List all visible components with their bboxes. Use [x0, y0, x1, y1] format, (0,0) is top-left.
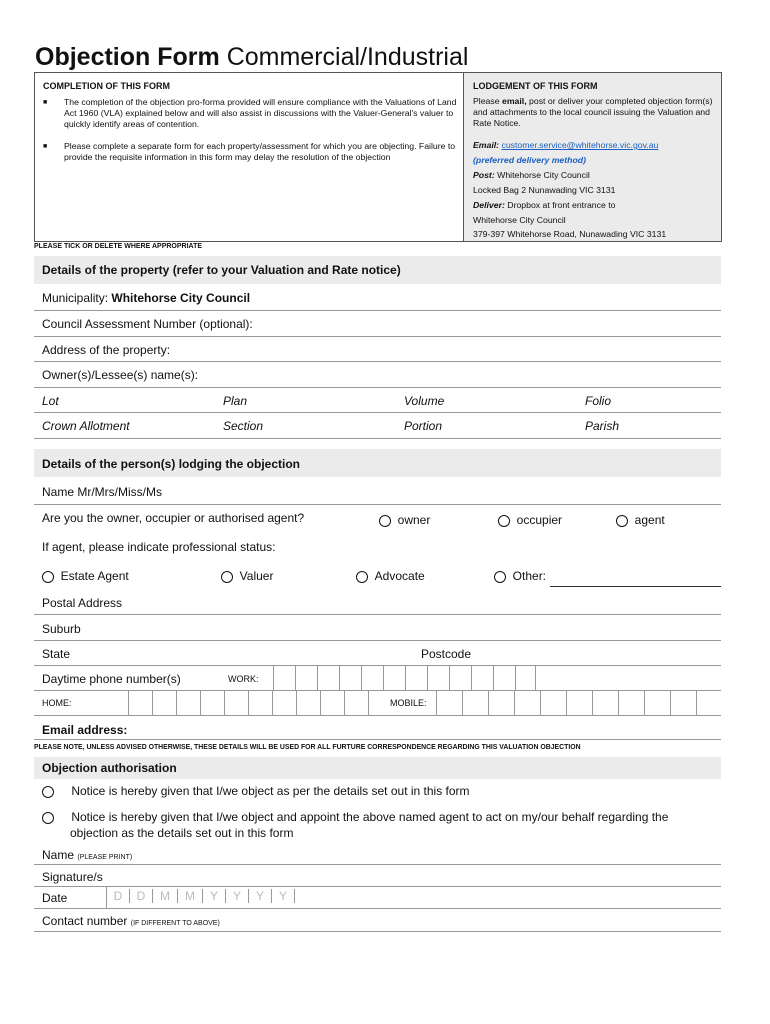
lodger-name-field[interactable] [34, 477, 721, 505]
lodger-heading: Details of the person(s) lodging the objection [42, 457, 301, 471]
municipality-row[interactable] [34, 284, 721, 311]
suburb-label: Suburb [42, 622, 81, 636]
home-phone-cells[interactable] [128, 690, 380, 715]
date-cell: D [107, 889, 130, 903]
email-address-field[interactable] [34, 715, 721, 740]
page-title [35, 43, 468, 72]
other-input-line[interactable] [550, 586, 721, 587]
correspondence-note: PLEASE NOTE, UNLESS ADVISED OTHERWISE, THESE DETAILS WILL BE USED FOR ALL FURTURE CORRESPONDENCE REGARDING THIS VALUATION OBJECTION [34, 744, 581, 751]
folio-label: Folio [585, 394, 612, 408]
postal-label: Postal Address [42, 596, 123, 610]
lot-label: Lot [42, 394, 59, 408]
bullet-icon: ■ [43, 143, 48, 150]
completion-bullet: ■ Please complete a separate form for each property/assessment for which you are objecting. Failure to provide the requisite information in this form may delay the resolution of the objection [43, 141, 456, 162]
date-cell: Y [249, 889, 272, 903]
lodgement-deliver: Deliver: Dropbox at front entrance to [473, 200, 616, 210]
signature-field[interactable] [34, 864, 721, 887]
contact-label: Contact number [42, 914, 128, 928]
lodgement-heading: LODGEMENT OF THIS FORM [473, 81, 598, 91]
lodgement-panel [464, 73, 721, 241]
preferred-method: (preferred delivery method) [473, 155, 586, 165]
postal-address-field[interactable] [34, 588, 721, 615]
property-section-header [34, 256, 721, 284]
role-row [34, 504, 721, 532]
crown-allotment-label: Crown Allotment [42, 419, 130, 433]
date-cell: M [153, 889, 178, 903]
property-address-field[interactable] [34, 336, 721, 362]
mobile-phone-cells[interactable] [436, 690, 721, 715]
date-cells[interactable] [106, 886, 297, 908]
date-label: Date [42, 891, 68, 905]
contact-number-field[interactable] [34, 908, 721, 932]
radio-occupier[interactable]: occupier [498, 513, 562, 527]
lot-plan-row[interactable] [34, 387, 721, 413]
title-bold: Objection Form [35, 43, 220, 71]
radio-circle-icon [498, 515, 510, 527]
radio-estate-agent[interactable]: Estate Agent [42, 569, 129, 583]
radio-circle-icon [356, 571, 368, 583]
lodgement-post-line2: Locked Bag 2 Nunawading VIC 3131 [473, 185, 616, 195]
authorisation-option-2-line2: objection as the details set out in this form [70, 826, 294, 840]
radio-circle-icon [379, 515, 391, 527]
radio-circle-icon [616, 515, 628, 527]
lodgement-post: Post: Whitehorse City Council [473, 170, 590, 180]
completion-bullets [37, 97, 457, 163]
radio-agent[interactable]: agent [616, 513, 665, 527]
lodger-section-header [34, 449, 721, 477]
work-phone-row [34, 665, 721, 691]
portion-label: Portion [404, 419, 443, 433]
completion-heading: COMPLETION OF THIS FORM [43, 81, 170, 91]
authorisation-option-2[interactable]: Notice is hereby given that I/we object and appoint the above named agent to act on my/our behalf regarding the [42, 810, 668, 824]
agent-status-label: If agent, please indicate professional status: [42, 540, 276, 554]
print-name-label: Name [42, 848, 75, 862]
property-heading: Details of the property (refer to your Valuation and Rate notice) [42, 263, 401, 277]
home-mobile-row [34, 690, 721, 716]
info-box [34, 72, 722, 242]
radio-circle-icon [42, 571, 54, 583]
radio-valuer[interactable]: Valuer [221, 569, 273, 583]
email-address-label: Email address: [42, 723, 128, 737]
radio-advocate[interactable]: Advocate [356, 569, 425, 583]
radio-circle-icon [42, 786, 54, 798]
lodgement-deliver-line2: Whitehorse City Council [473, 215, 566, 225]
crown-allotment-row[interactable] [34, 412, 721, 439]
authorisation-section-header [34, 757, 721, 779]
section-label: Section [223, 419, 264, 433]
lodgement-intro: Please email, post or deliver your completed objection form(s) and attachments to the local council issuing the Valuation and Rate Notice. [473, 96, 713, 128]
radio-circle-icon [42, 812, 54, 824]
owners-label: Owner(s)/Lessee(s) name(s): [42, 368, 199, 382]
authorisation-heading: Objection authorisation [42, 761, 177, 775]
date-cell: Y [226, 889, 249, 903]
lodgement-deliver-line3: 379-397 Whitehorse Road, Nunawading VIC 3131 [473, 229, 667, 239]
name-title-label: Name Mr/Mrs/Miss/Ms [42, 485, 162, 499]
radio-owner[interactable]: owner [379, 513, 430, 527]
work-label: WORK: [228, 674, 259, 684]
date-row [34, 886, 721, 909]
phone-label: Daytime phone number(s) [42, 672, 181, 686]
municipality-value: Whitehorse City Council [111, 291, 251, 305]
signature-label: Signature/s [42, 870, 103, 884]
address-label: Address of the property: [42, 343, 171, 357]
authorisation-option-1[interactable]: Notice is hereby given that I/we object as per the details set out in this form [42, 784, 470, 798]
email-link[interactable]: customer.service@whitehorse.vic.gov.au [501, 140, 659, 150]
home-label: HOME: [42, 698, 72, 708]
parish-label: Parish [585, 419, 620, 433]
completion-bullet: ■ The completion of the objection pro-forma provided will ensure compliance with the Valuations of Land Act 1960 (VLA) explained below and will also assist in discussions with the Valuer-General's valuer to quickly identify areas of contention. [43, 97, 457, 129]
completion-panel [35, 73, 464, 241]
work-phone-cells[interactable] [273, 665, 535, 690]
mobile-label: MOBILE: [390, 698, 427, 708]
plan-label: Plan [223, 394, 248, 408]
print-name-field[interactable] [34, 842, 721, 865]
radio-other[interactable]: Other: [494, 569, 546, 583]
date-cell: M [178, 889, 203, 903]
radio-circle-icon [494, 571, 506, 583]
postcode-label: Postcode [421, 647, 472, 661]
municipality-label: Municipality: [42, 291, 109, 305]
role-question: Are you the owner, occupier or authorised agent? [42, 511, 305, 525]
assessment-number-field[interactable] [34, 310, 721, 337]
owners-field[interactable] [34, 361, 721, 388]
title-light: Commercial/Industrial [226, 43, 469, 71]
assessment-label: Council Assessment Number (optional): [42, 317, 253, 331]
print-name-hint: (PLEASE PRINT) [77, 854, 133, 861]
volume-label: Volume [404, 394, 445, 408]
lodgement-email: Email: customer.service@whitehorse.vic.gov.au [473, 140, 659, 150]
contact-hint: (IF DIFFERENT TO ABOVE) [130, 920, 220, 927]
suburb-field[interactable] [34, 614, 721, 641]
bullet-icon: ■ [43, 99, 48, 106]
agent-status-row [34, 562, 721, 588]
date-cell: D [130, 889, 153, 903]
tick-note: PLEASE TICK OR DELETE WHERE APPROPRIATE [34, 243, 203, 250]
radio-circle-icon [221, 571, 233, 583]
date-cell: Y [272, 889, 295, 903]
state-postcode-row[interactable] [34, 640, 721, 666]
date-cell: Y [203, 889, 226, 903]
state-label: State [42, 647, 71, 661]
